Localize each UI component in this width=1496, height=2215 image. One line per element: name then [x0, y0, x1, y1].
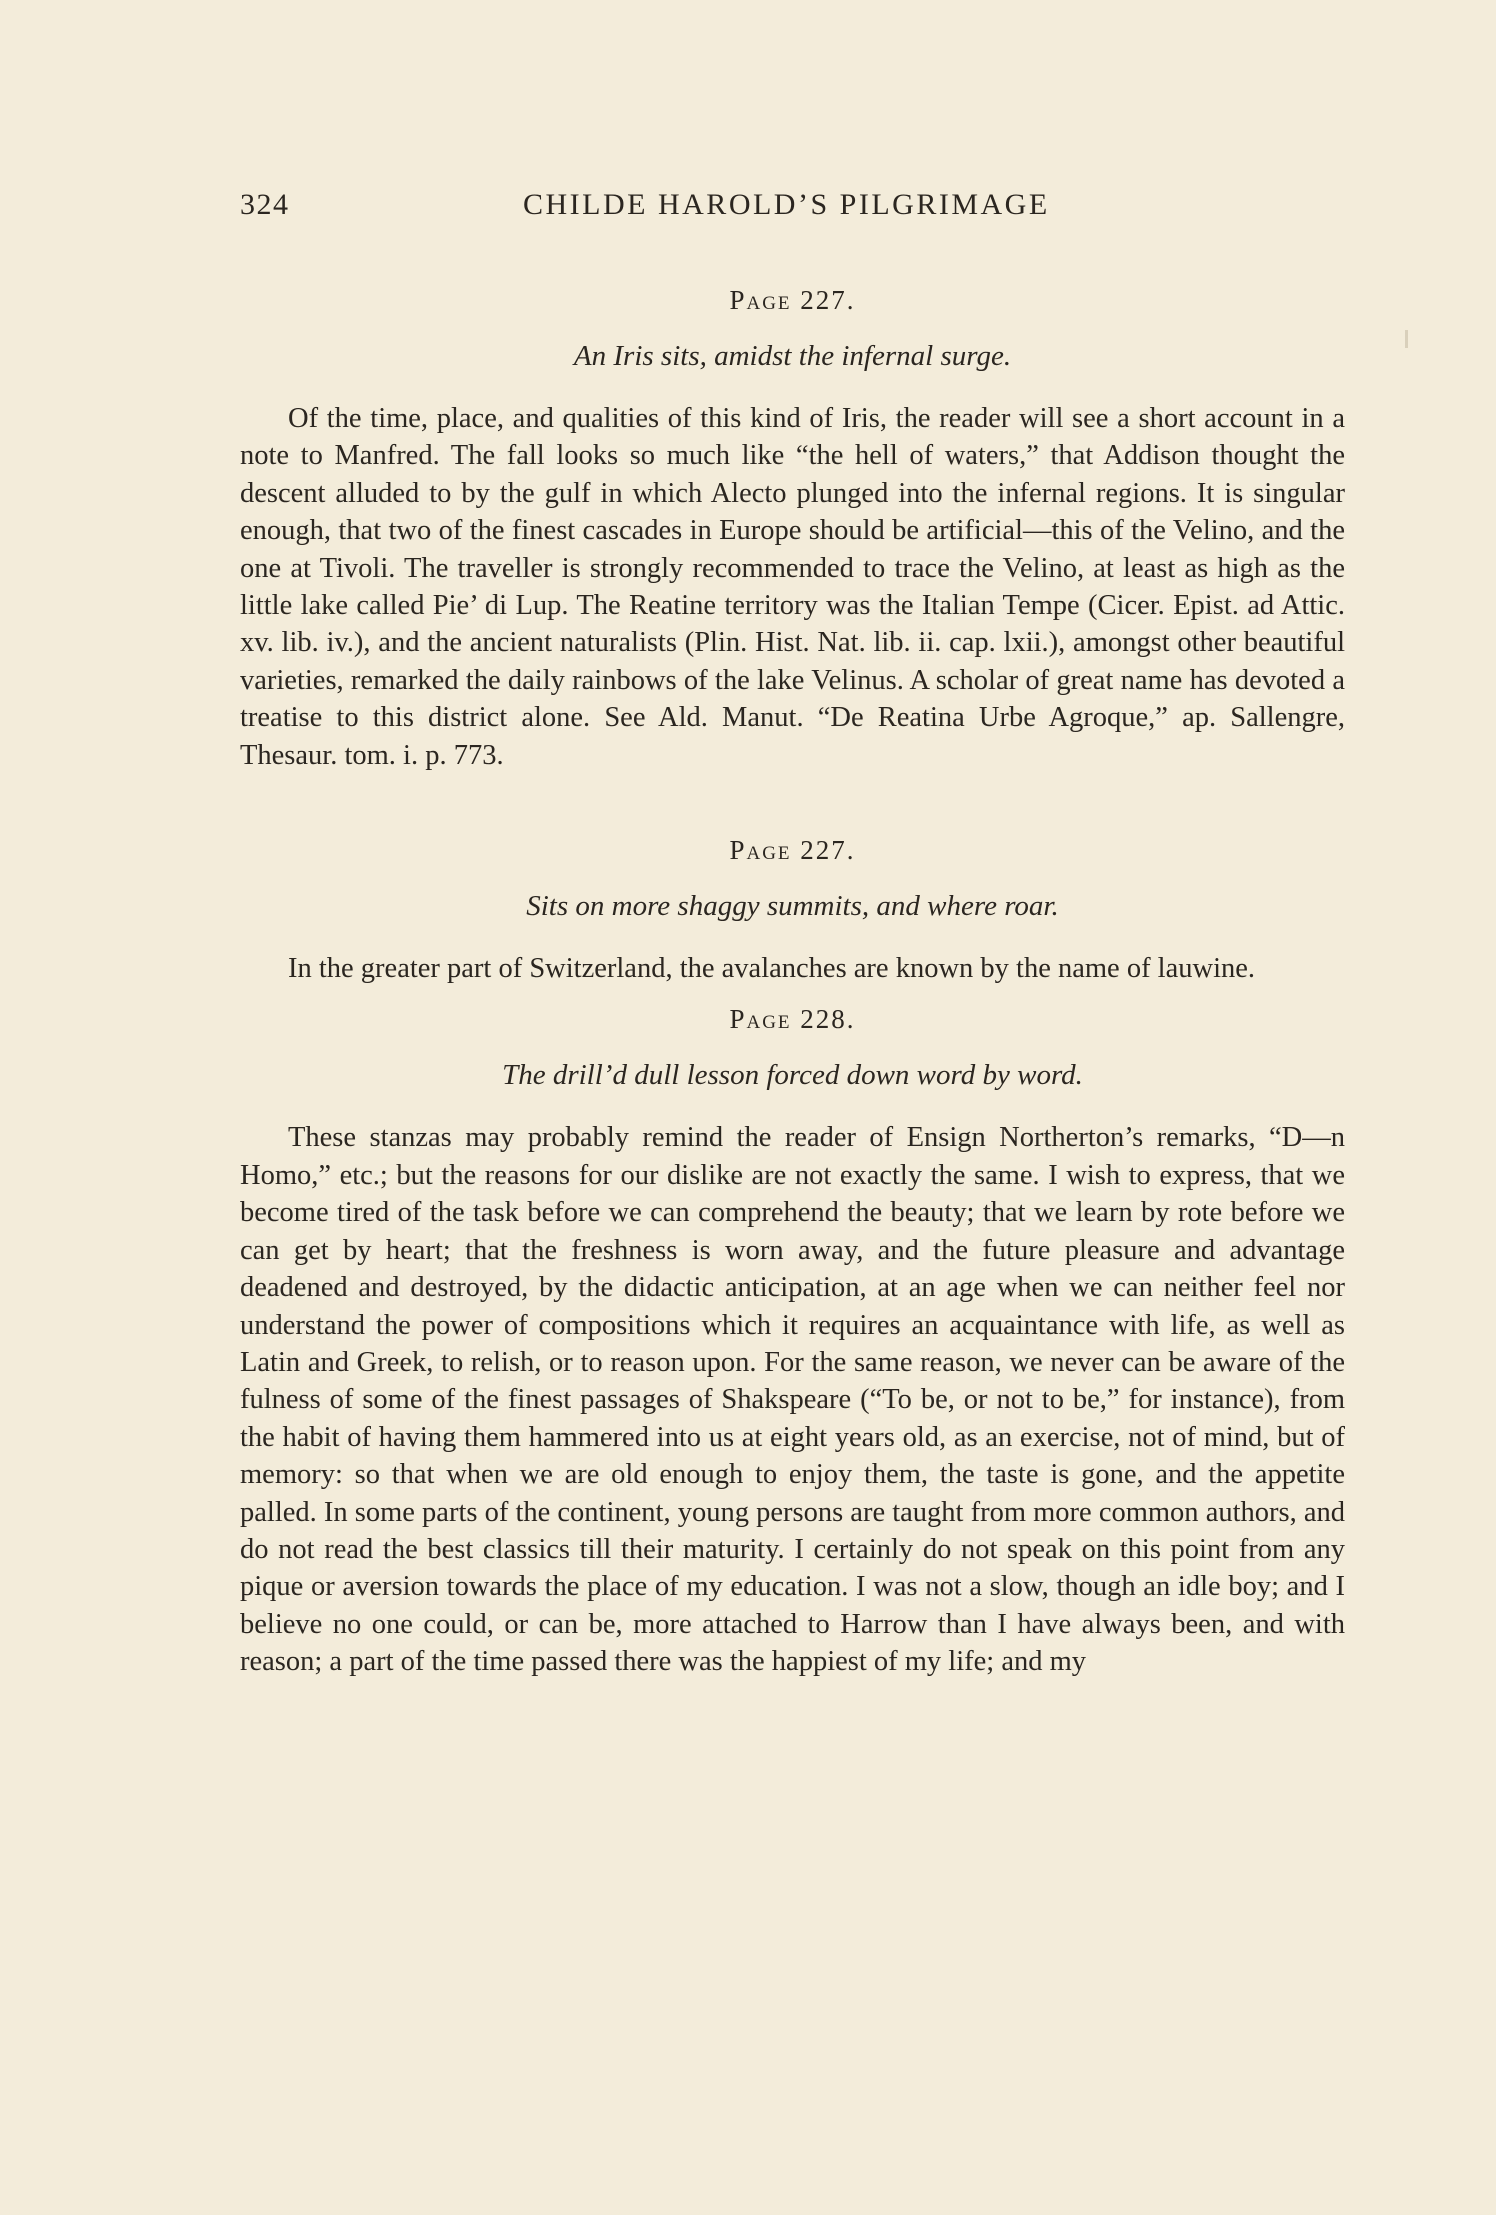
page-number: 324: [240, 188, 290, 221]
note-body: In the greater part of Switzerland, the avalanches are known by the name of lauwine.: [288, 953, 1256, 985]
note-body: Of the time, place, and qualities of this kind of Iris, the reader will see a short account in a note to Manfred. The fall looks so much like “the hell of waters,” that Addison thought the descent alluded to by the gulf in which Alecto plunged into the infernal regions. It is singular enough, that two of the finest cascades in Europe should be artificial—this of the Velino, and the one at Tivoli. The traveller is strongly recommended to trace the Velino, at least as high as the little lake called Pie’ di Lup. The Reatine territory was the Italian Tempe (Cicer. Epist. ad Attic. xv. lib. iv.), and the ancient naturalists (Plin. Hist. Nat. lib. ii. cap. lxii.), amongst other beautiful varieties, remarked the daily rainbows of the lake Velinus. A scholar of great name has devoted a treatise to this district alone. See Ald. Manut. “De Reatina Urbe Agroque,” ap. Sallengre, Thesaur. tom. i. p. 773.: [240, 403, 1345, 771]
note-page-228-lesson: [240, 1001, 1345, 1680]
note-page-227-iris: [240, 282, 1345, 774]
note-page-227-summits: [240, 832, 1345, 987]
note-heading: Page 227.: [729, 835, 856, 866]
page-content: [240, 282, 1345, 1681]
running-head: [240, 188, 1345, 228]
note-quote: An Iris sits, amidst the infernal surge.: [573, 340, 1012, 372]
book-title: CHILDE HAROLD’S PILGRIMAGE: [523, 188, 1050, 221]
note-quote: The drill’d dull lesson forced down word by word.: [502, 1059, 1083, 1092]
paper-mark: [1405, 330, 1408, 348]
note-body: These stanzas may probably remind the reader of Ensign Northerton’s remarks, “D—n Homo,” etc.; but the reasons for our dislike are not exactly the same. I wish to express, that we become tired of the task before we can comprehend the beauty; that we learn by rote before we can get by heart; that the freshness is worn away, and the future pleasure and advantage deadened and destroyed, by the didactic anticipation, at an age when we can neither feel nor understand the power of compositions which it requires an acquaintance with life, as well as Latin and Greek, to relish, or to reason upon. For the same reason, we never can be aware of the fulness of some of the finest passages of Shakspeare (“To be, or not to be,” for instance), from the habit of having them hammered into us at eight years old, as an exercise, not of mind, but of memory: so that when we are old enough to enjoy them, the taste is gone, and the appetite palled. In some parts of the continent, young persons are taught from more common authors, and do not read the best classics till their maturity. I certainly do not speak on this point from any pique or aversion towards the place of my education. I was not a slow, though an idle boy; and I believe no one could, or can be, more attached to Harrow than I have always been, and with reason; a part of the time passed there was the happiest of my life; and my: [240, 1122, 1345, 1678]
note-heading: Page 228.: [729, 1004, 856, 1035]
note-heading: Page 227.: [729, 285, 856, 315]
note-quote: Sits on more shaggy summits, and where roar.: [526, 890, 1059, 923]
